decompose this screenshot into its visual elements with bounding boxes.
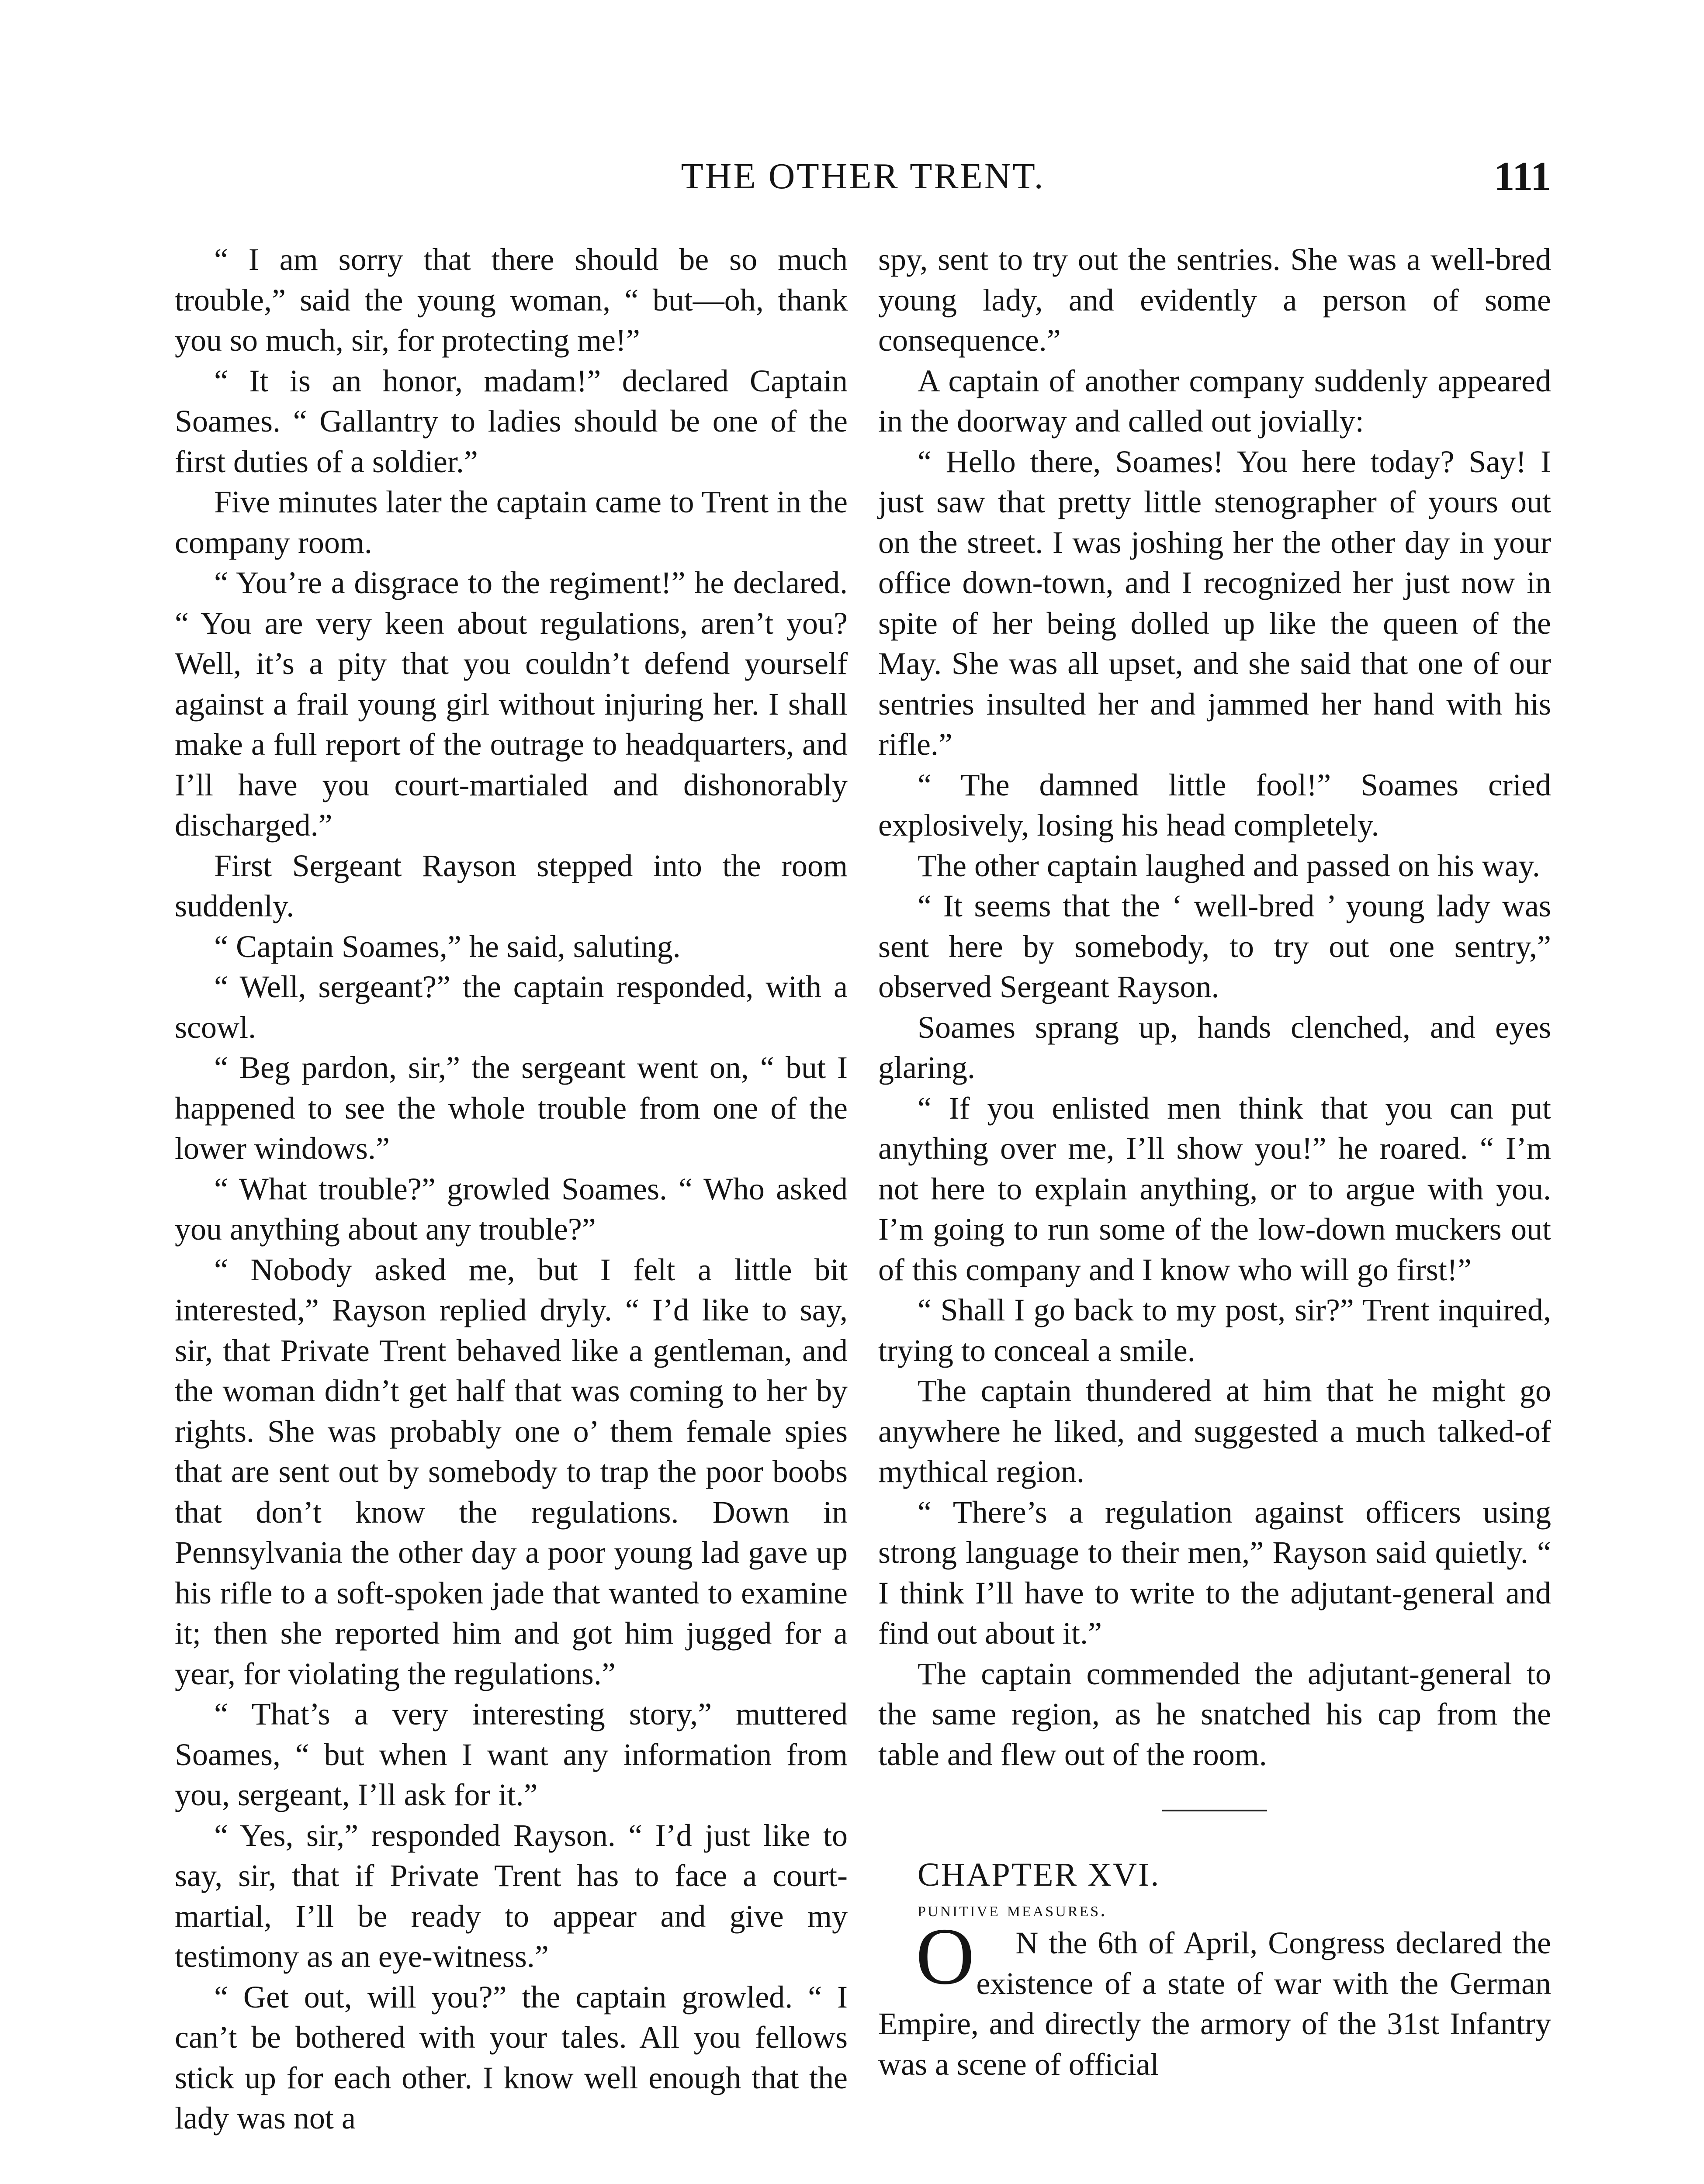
right-paragraph: “ The damned little fool!” Soames cried explosively, losing his head completely. xyxy=(878,767,1551,843)
right-paragraph: Soames sprang up, hands clenched, and eyes glaring. xyxy=(878,1009,1551,1085)
chapter-opening-paragraph xyxy=(878,1911,1551,2084)
section-divider xyxy=(1162,1810,1267,1811)
left-paragraph: Five minutes later the captain came to Trent in the company room. xyxy=(175,484,848,560)
right-paragraph: “ It seems that the ‘ well-bred ’ young lady was sent here by somebody, to try out one sentry,” observed Sergeant Rayson. xyxy=(878,888,1551,1004)
right-text-column xyxy=(878,239,1551,2084)
left-paragraph: “ Beg pardon, sir,” the sergeant went on, “ but I happened to see the whole trouble from one of the lower windows.” xyxy=(175,1050,848,1166)
right-paragraph: “ Hello there, Soames! You here today? Say! I just saw that pretty little stenographer of yours out on the street. I was joshing her the other day in your office down-town, and I recognized her just now in spite of her being dolled up like the queen of the May. She was all upset, and she said that one of our sentries insulted her and jammed her hand with his rifle.” xyxy=(878,444,1551,762)
drop-cap: O xyxy=(916,1911,975,2001)
continued-paragraph: spy, sent to try out the sentries. She was a well-bred young lady, and evidently a person of some consequence.” xyxy=(878,242,1551,358)
right-paragraph: “ Shall I go back to my post, sir?” Trent inquired, trying to conceal a smile. xyxy=(878,1292,1551,1368)
right-paragraph-list xyxy=(878,361,1551,1775)
left-text-column xyxy=(175,239,848,2139)
left-paragraph: “ Captain Soames,” he said, saluting. xyxy=(214,929,681,964)
chapter-opening-text: N the 6th of April, Congress declared the existence of a state of war with the German Empire, and directly the armory of the 31st Infantry was a scene of official xyxy=(878,1925,1551,2082)
left-paragraph: “ That’s a very interesting story,” muttered Soames, “ but when I want any information from you, sergeant, I’ll ask for it.” xyxy=(175,1697,848,1812)
left-paragraph: “ It is an honor, madam!” declared Captain Soames. “ Gallantry to ladies should be one of the first duties of a soldier.” xyxy=(175,363,848,479)
left-paragraph: “ Nobody asked me, but I felt a little bit interested,” Rayson replied dryly. “ I’d like to say, sir, that Private Trent behaved like a gentleman, and the woman didn’t get half that was coming to her by rights. She was probably one o’ them female spies that are sent out by somebody to trap the poor boobs that don’t know the regulations. Down in Pennsylvania the other day a poor young lad gave up his rifle to a soft-spoken jade that wanted to examine it; then she reported him and got him jugged for a year, for violating the regulations.” xyxy=(175,1252,848,1691)
running-header-title: THE OTHER TRENT. xyxy=(681,156,1045,197)
left-paragraph: “ You’re a disgrace to the regiment!” he declared. “ You are very keen about regulations, aren’t you? Well, it’s a pity that you couldn’t defend yourself against a frail young girl without injuring her. I shall make a full report of the outrage to headquarters, and I’ll have you court-martialed and dishonorably discharged.” xyxy=(175,565,848,843)
right-paragraph: The other captain laughed and passed on his way. xyxy=(918,848,1540,883)
left-paragraph: “ What trouble?” growled Soames. “ Who asked you anything about any trouble?” xyxy=(175,1171,848,1247)
left-paragraph: “ Yes, sir,” responded Rayson. “ I’d just like to say, sir, that if Private Trent has to face a court-martial, I’ll be ready to appear and give my testimony as an eye-witness.” xyxy=(175,1818,848,1974)
left-paragraph: “ Well, sergeant?” the captain responded, with a scowl. xyxy=(175,969,848,1045)
right-paragraph: “ There’s a regulation against officers using strong language to their men,” Rayson said quietly. “ I think I’ll have to write to the adjutant-general and find out about it.” xyxy=(878,1494,1551,1651)
left-paragraph: “ Get out, will you?” the captain growled. “ I can’t be bothered with your tales. All you fellows stick up for each other. I know well enough that the lady was not a xyxy=(175,1979,848,2136)
chapter-subtitle: punitive measures. xyxy=(918,1898,1108,1921)
right-paragraph: The captain thundered at him that he might go anywhere he liked, and suggested a much talked-of mythical region. xyxy=(878,1373,1551,1489)
right-paragraph: “ If you enlisted men think that you can put anything over me, I’ll show you!” he roared. “ I’m not here to explain anything, or to argue with you. I’m going to run some of the low-down muckers out of this company and I know who will go first!” xyxy=(878,1090,1551,1287)
page-number: 111 xyxy=(1494,154,1551,199)
chapter-title: CHAPTER XVI. xyxy=(918,1856,1160,1893)
right-paragraph: The captain commended the adjutant-general to the same region, as he snatched his cap from the table and flew out of the room. xyxy=(878,1656,1551,1772)
left-paragraph: First Sergeant Rayson stepped into the room suddenly. xyxy=(175,848,848,923)
right-paragraph: A captain of another company suddenly appeared in the doorway and called out jovially: xyxy=(878,363,1551,439)
left-paragraph: “ I am sorry that there should be so much trouble,” said the young woman, “ but—oh, thank you so much, sir, for protecting me!” xyxy=(175,242,848,358)
